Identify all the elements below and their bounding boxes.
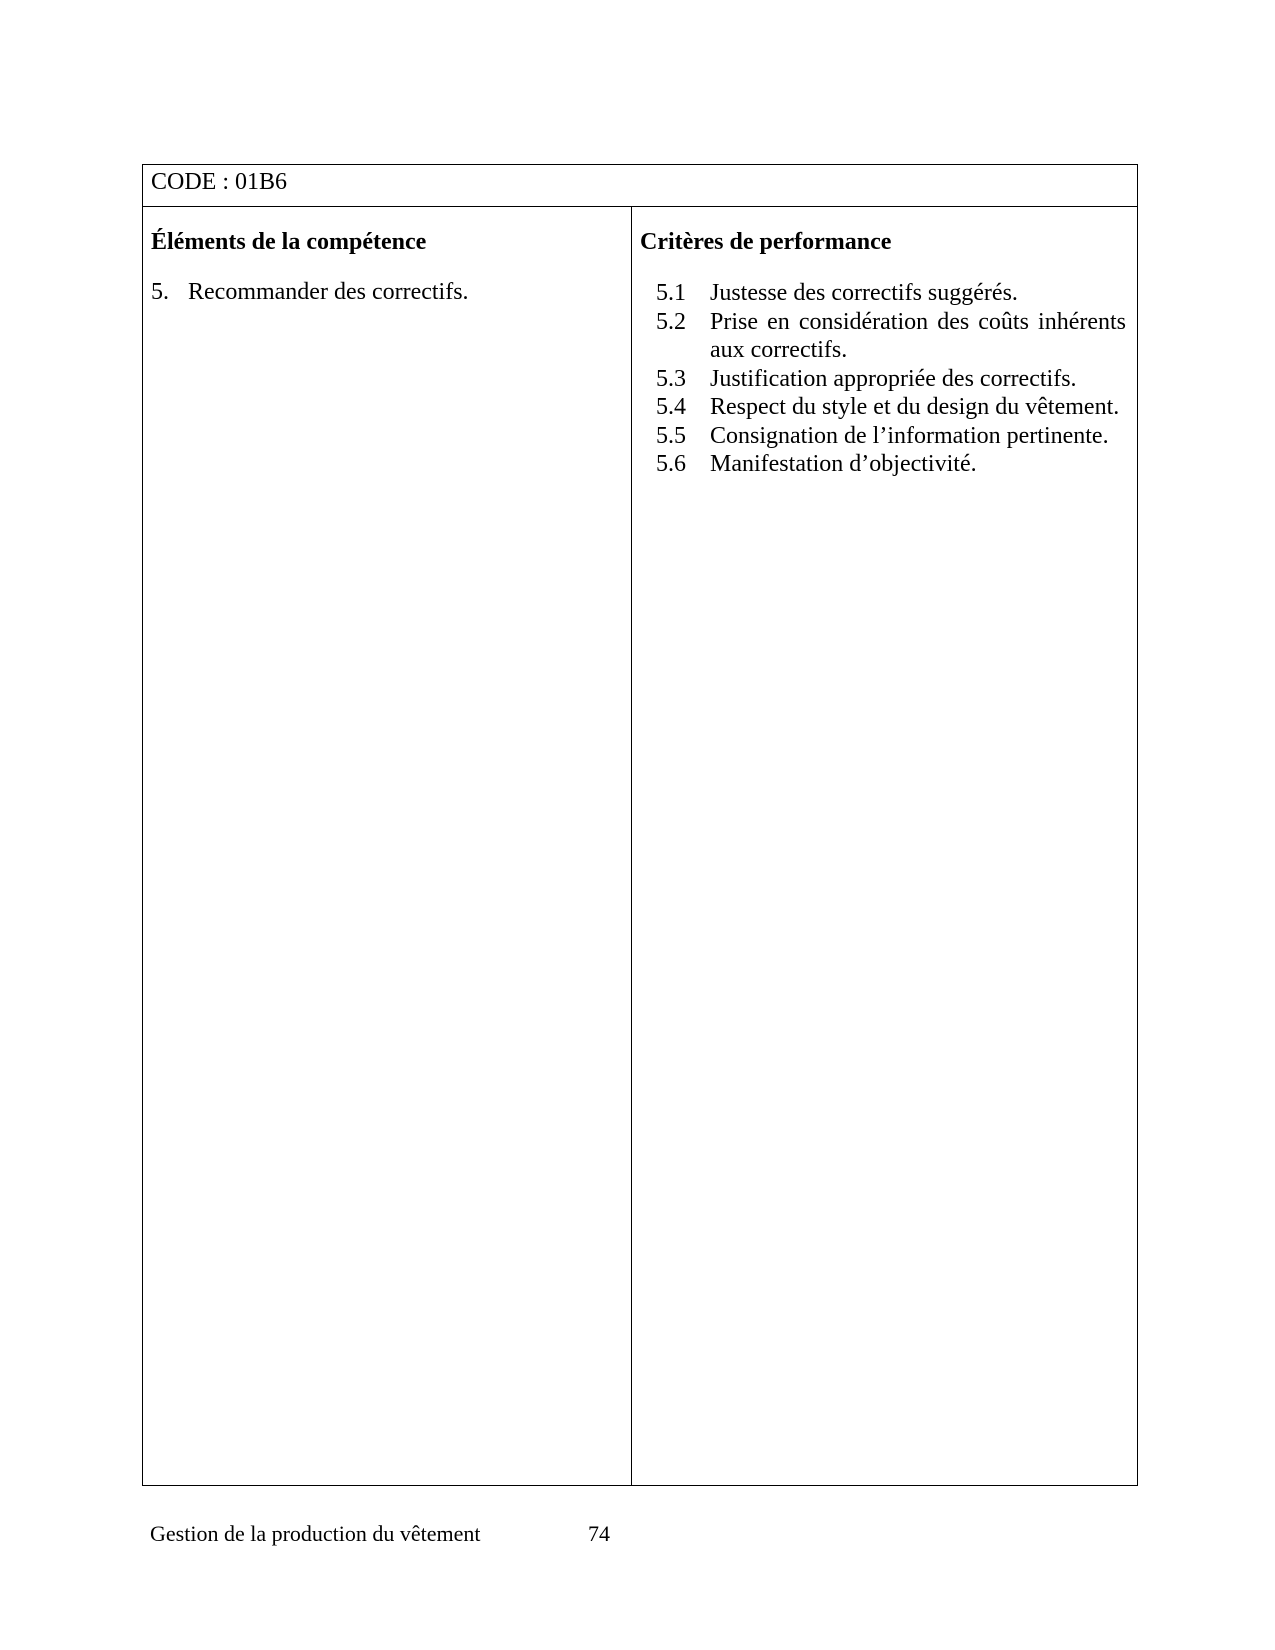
criterion-text: Prise en considération des coûts inhérents aux correctifs. [710,308,1126,363]
criteria-heading: Critères de performance [640,229,892,255]
criterion-text: Justification appropriée des correctifs. [710,365,1077,392]
criterion-number: 5.5 [656,422,686,449]
footer-document-title: Gestion de la production du vêtement [150,1521,481,1546]
criterion-item [640,422,1126,451]
criterion-item [640,365,1126,394]
criterion-number: 5.2 [656,308,686,335]
criterion-text: Justesse des correctifs suggérés. [710,280,1018,306]
criterion-text: Consignation de l’information pertinente. [710,422,1109,449]
footer-page-number: 74 [588,1521,610,1546]
criterion-text: Respect du style et du design du vêtement. [710,394,1120,420]
criterion-number: 5.4 [656,394,686,420]
criterion-number: 5.1 [656,280,686,306]
code-label: CODE : 01B6 [151,169,288,195]
criterion-item [640,450,1126,479]
competency-table [142,164,1138,1486]
code-row [143,165,1137,207]
criterion-item [640,279,1126,308]
criterion-item [640,393,1126,422]
element-item [151,279,469,307]
criterion-text: Manifestation d’objectivité. [710,451,977,477]
criterion-number: 5.3 [656,365,686,392]
element-number: 5. [151,279,169,305]
elements-heading: Éléments de la compétence [151,229,427,255]
criteria-list [640,279,1126,479]
criterion-number: 5.6 [656,451,686,477]
criterion-item [640,308,1126,365]
element-text: Recommander des correctifs. [188,279,469,305]
column-divider [631,206,632,1486]
